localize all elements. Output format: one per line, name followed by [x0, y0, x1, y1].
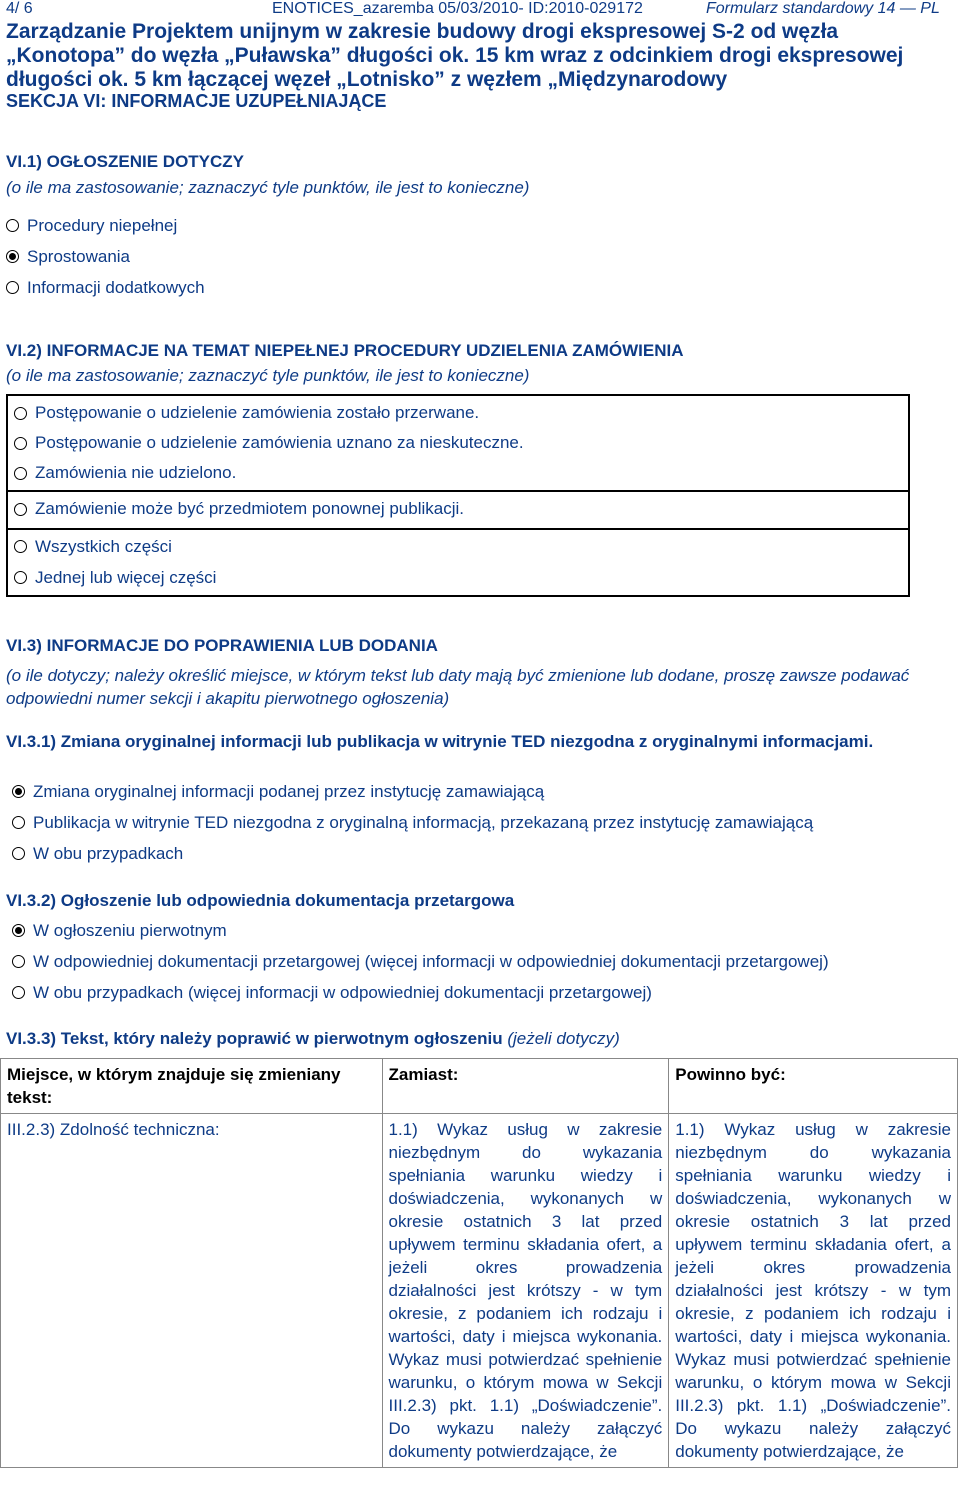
radio-icon[interactable] — [14, 540, 27, 553]
s3-heading: VI.3) INFORMACJE DO POPRAWIENIA LUB DODANIA — [6, 636, 438, 655]
radio-checked-icon[interactable] — [12, 924, 25, 937]
s3-3-heading-line — [6, 1029, 620, 1049]
radio-icon[interactable] — [12, 955, 25, 968]
s1-option-informacji[interactable] — [6, 272, 205, 303]
s3-1-options — [12, 776, 813, 869]
option-label: Wszystkich części — [35, 536, 172, 556]
divider — [6, 528, 910, 530]
s3-2-option-oba[interactable] — [12, 977, 829, 1008]
table-row — [1, 1114, 958, 1468]
radio-icon[interactable] — [14, 571, 27, 584]
option-label: Informacji dodatkowych — [27, 277, 205, 297]
radio-icon[interactable] — [14, 503, 27, 516]
s3-1-option-zmiana[interactable] — [12, 776, 813, 807]
section-title: SEKCJA VI: INFORMACJE UZUPEŁNIAJĄCE — [6, 91, 390, 112]
correction-table — [0, 1058, 958, 1468]
radio-icon[interactable] — [14, 407, 27, 420]
option-label: Zmiana oryginalnej informacji podanej przez instytucję zamawiającą — [33, 781, 545, 801]
s1-note: (o ile ma zastosowanie; zaznaczyć tyle punktów, ile jest to konieczne) — [6, 178, 530, 197]
s1-options — [6, 210, 205, 303]
s3-1-option-oba[interactable] — [12, 838, 813, 869]
s2-group1 — [14, 398, 524, 488]
option-label: Jednej lub więcej części — [35, 567, 217, 587]
s2-group3 — [14, 531, 216, 593]
form-label: Formularz standardowy 14 — PL — [706, 0, 940, 17]
page-number: 4/ 6 — [6, 0, 33, 17]
s3-1-option-publikacja[interactable] — [12, 807, 813, 838]
s3-2-options — [12, 915, 829, 1008]
s2-option-nie-udzielono[interactable] — [14, 458, 524, 488]
option-label: W obu przypadkach (więcej informacji w odpowiedniej dokumentacji przetargowej) — [33, 982, 652, 1002]
table-header-cell: Zamiast: — [382, 1059, 669, 1114]
option-label: W ogłoszeniu pierwotnym — [33, 920, 227, 940]
radio-checked-icon[interactable] — [12, 785, 25, 798]
table-header-cell: Powinno być: — [669, 1059, 958, 1114]
s3-1-heading: VI.3.1) Zmiana oryginalnej informacji lub publikacja w witrynie TED niezgodna z oryginalnymi informacjami. — [6, 732, 874, 751]
option-label: Publikacja w witrynie TED niezgodna z oryginalną informacją, przekazaną przez instytucję zamawiającą — [33, 812, 814, 832]
option-label: Zamówienia nie udzielono. — [35, 463, 237, 482]
s3-2-option-dokumentacja[interactable] — [12, 946, 829, 977]
s3-3-heading-note: (jeżeli dotyczy) — [507, 1029, 620, 1048]
table-cell-place: III.2.3) Zdolność techniczna: — [1, 1114, 383, 1468]
option-label: Sprostowania — [27, 246, 131, 266]
s1-heading: VI.1) OGŁOSZENIE DOTYCZY — [6, 152, 245, 171]
s3-3-heading: VI.3.3) Tekst, który należy poprawić w pierwotnym ogłoszeniu — [6, 1029, 503, 1048]
option-label: Zamówienie może być przedmiotem ponownej publikacji. — [35, 499, 464, 518]
table-header-cell: Miejsce, w którym znajduje się zmieniany tekst: — [1, 1059, 383, 1114]
table-cell-instead: 1.1) Wykaz usług w zakresie niezbędnym do wykazania spełniania warunku wiedzy i doświadczenia, wykonanych w okresie ostatnich 3 lat przed upływem terminu składania ofert, a jeżeli okres prowadzenia działalności jest krótszy - w tym okresie, z podaniem ich rodzaju i wartości, daty i miejsca wykonania. Wykaz musi potwierdzać spełnienie warunku, o którym mowa w Sekcji III.2.3) pkt. 1.1) „Doświadczenie”. Do wykazu należy załączyć dokumenty potwierdzające, że — [382, 1114, 669, 1468]
option-label: Procedury niepełnej — [27, 215, 178, 235]
document-title: Zarządzanie Projektem unijnym w zakresie budowy drogi ekspresowej S-2 od węzła „Konotopa” do węzła „Puławska” długości ok. 15 km wraz z odcinkiem drogi ekspresowej długości ok. 5 km łączącej węzeł „Lotnisko” z węzłem „Międzynarodowy — [6, 20, 904, 91]
divider — [6, 490, 910, 492]
s3-2-heading: VI.3.2) Ogłoszenie lub odpowiednia dokumentacja przetargowa — [6, 891, 515, 910]
radio-icon[interactable] — [6, 219, 19, 232]
s2-option-wszystkich[interactable] — [14, 531, 216, 562]
s2-option-jednej[interactable] — [14, 562, 216, 593]
s2-option-ponowna-publikacja[interactable] — [14, 494, 464, 524]
s1-option-procedury[interactable] — [6, 210, 205, 241]
option-label: W obu przypadkach — [33, 843, 184, 863]
table-cell-should-be: 1.1) Wykaz usług w zakresie niezbędnym do wykazania spełniania warunku wiedzy i doświadczenia, wykonanych w okresie ostatnich 3 lat przed upływem terminu składania ofert, a jeżeli okres prowadzenia działalności jest krótszy - w tym okresie, z podaniem ich rodzaju i wartości, daty i miejsca wykonania. Wykaz musi potwierdzać spełnienie warunku, o którym mowa w Sekcji III.2.3) pkt. 1.1) „Doświadczenie”. Do wykazu należy załączyć dokumenty potwierdzające, że — [669, 1114, 958, 1468]
radio-icon[interactable] — [12, 847, 25, 860]
table-header-row — [1, 1059, 958, 1114]
s3-2-option-pierwotne[interactable] — [12, 915, 829, 946]
option-label: Postępowanie o udzielenie zamówienia uznano za nieskuteczne. — [35, 433, 524, 452]
option-label: Postępowanie o udzielenie zamówienia zostało przerwane. — [35, 403, 480, 422]
radio-icon[interactable] — [6, 281, 19, 294]
radio-icon[interactable] — [12, 986, 25, 999]
s2-option-nieskuteczne[interactable] — [14, 428, 524, 458]
radio-checked-icon[interactable] — [6, 250, 19, 263]
page-header — [0, 0, 960, 20]
s2-note: (o ile ma zastosowanie; zaznaczyć tyle punktów, ile jest to konieczne) — [6, 366, 530, 385]
s1-option-sprostowania[interactable] — [6, 241, 205, 272]
s2-option-przerwane[interactable] — [14, 398, 524, 428]
s2-heading: VI.2) INFORMACJE NA TEMAT NIEPEŁNEJ PROCEDURY UDZIELENIA ZAMÓWIENIA — [6, 341, 684, 360]
notice-id: ENOTICES_azaremba 05/03/2010- ID:2010-029172 — [272, 0, 643, 17]
radio-icon[interactable] — [14, 437, 27, 450]
s2-group2 — [14, 494, 464, 524]
option-label: W odpowiedniej dokumentacji przetargowej (więcej informacji w odpowiedniej dokumentacji przetargowej) — [33, 951, 829, 971]
radio-icon[interactable] — [14, 467, 27, 480]
radio-icon[interactable] — [12, 816, 25, 829]
s3-note: (o ile dotyczy; należy określić miejsce, w którym tekst lub daty mają być zmienione lub dodane, proszę zawsze podawać odpowiedni numer sekcji i akapitu pierwotnego ogłoszenia) — [6, 666, 910, 708]
